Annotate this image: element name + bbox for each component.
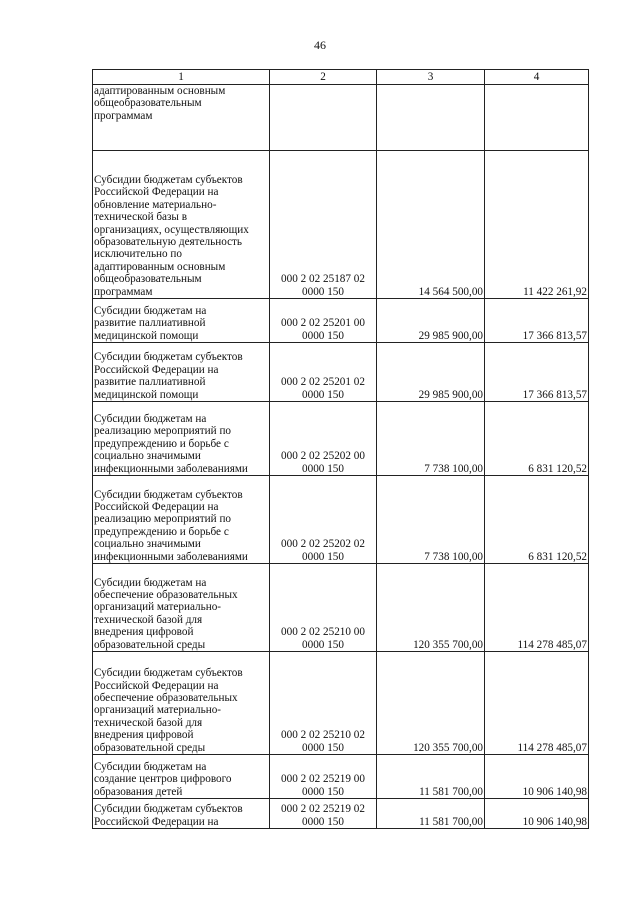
row-code-line: 0000 150 <box>302 285 344 298</box>
row-value-col3: 14 564 500,00 <box>377 151 485 299</box>
row-value-col4: 10 906 140,98 <box>485 799 589 829</box>
row-code-cell <box>270 299 377 343</box>
row-name-line: технической базой для <box>94 716 203 729</box>
row-code-line: 0000 150 <box>302 815 344 828</box>
row-name-cell <box>93 151 270 299</box>
row-name-line: развитие паллиативной <box>94 376 206 389</box>
row-name-line: предупреждению и борьбе с <box>94 437 229 450</box>
table-row <box>93 343 589 402</box>
row-code-line: 000 2 02 25187 02 <box>281 273 365 286</box>
row-name-line: образовательной среды <box>94 741 206 754</box>
row-value-col4: 114 278 485,07 <box>485 652 589 755</box>
row-name-line: образовательной среды <box>94 638 206 651</box>
row-value-col3: 29 985 900,00 <box>377 343 485 402</box>
row-name-line: образования детей <box>94 785 183 798</box>
row-value-col3: 120 355 700,00 <box>377 652 485 755</box>
row-value-col4: 114 278 485,07 <box>485 564 589 652</box>
row-name-line: технической базой для <box>94 613 203 626</box>
row-name-line: организаций материально- <box>94 601 222 614</box>
row-code-cell <box>270 402 377 476</box>
row-name-line: Субсидии бюджетам субъектов <box>94 667 243 680</box>
row-name-line: инфекционными заболеваниями <box>94 462 248 475</box>
row-name-cell <box>93 476 270 564</box>
row-value-col3: 29 985 900,00 <box>377 299 485 343</box>
row-code-line: 000 2 02 25202 02 <box>281 538 365 551</box>
row-name-line: Российской Федерации на <box>94 679 219 692</box>
row-name-line: социально значимыми <box>94 450 201 463</box>
row-code-cell <box>270 85 377 151</box>
row-name-line: общеобразовательным <box>94 273 202 286</box>
row-name-line: Российской Федерации на <box>94 500 219 513</box>
row-code-cell <box>270 151 377 299</box>
row-name-line: реализацию мероприятий по <box>94 513 232 526</box>
row-value-col4: 6 831 120,52 <box>485 476 589 564</box>
row-code-line: 0000 150 <box>302 785 344 798</box>
row-name-cell <box>93 652 270 755</box>
row-name-line: предупреждению и борьбе с <box>94 525 229 538</box>
table-row <box>93 564 589 652</box>
table-row <box>93 476 589 564</box>
row-code-line: 000 2 02 25202 00 <box>281 450 365 463</box>
row-code-line: 000 2 02 25210 02 <box>281 729 365 742</box>
row-value-col3: 7 738 100,00 <box>377 476 485 564</box>
row-code-line: 0000 150 <box>302 550 344 563</box>
row-code-line: 0000 150 <box>302 638 344 651</box>
row-name-line: образовательную деятельность <box>94 235 243 248</box>
row-name-line: создание центров цифрового <box>94 773 232 786</box>
table-header-row <box>93 70 589 85</box>
row-name-line: Субсидии бюджетам субъектов <box>94 351 243 364</box>
column-header-1: 1 <box>93 70 270 85</box>
row-value-col3 <box>377 85 485 151</box>
row-value-col4: 11 422 261,92 <box>485 151 589 299</box>
row-name-cell <box>93 85 270 151</box>
row-name-line: Субсидии бюджетам субъектов <box>94 173 243 186</box>
row-name-cell <box>93 299 270 343</box>
row-name-line: инфекционными заболеваниями <box>94 550 248 563</box>
row-value-col4: 17 366 813,57 <box>485 299 589 343</box>
row-name-line: Субсидии бюджетам субъектов <box>94 803 243 816</box>
row-name-line: обеспечение образовательных <box>94 588 238 601</box>
row-code-cell <box>270 476 377 564</box>
row-name-line: реализацию мероприятий по <box>94 425 232 438</box>
row-code-cell <box>270 564 377 652</box>
row-code-line: 0000 150 <box>302 388 344 401</box>
row-name-line: Субсидии бюджетам на <box>94 412 207 425</box>
row-code-cell <box>270 799 377 829</box>
row-name-line: медицинской помощи <box>94 329 199 342</box>
row-value-col3: 7 738 100,00 <box>377 402 485 476</box>
table-row <box>93 402 589 476</box>
column-header-3: 3 <box>377 70 485 85</box>
row-code-line: 000 2 02 25219 00 <box>281 773 365 786</box>
row-name-line: Субсидии бюджетам на <box>94 304 207 317</box>
row-code-line: 0000 150 <box>302 462 344 475</box>
table-row <box>93 652 589 755</box>
row-code-cell <box>270 755 377 799</box>
table-row <box>93 755 589 799</box>
column-header-4: 4 <box>485 70 589 85</box>
table-row <box>93 299 589 343</box>
row-name-line: обновление материально- <box>94 198 217 211</box>
budget-table <box>92 69 589 829</box>
table-row <box>93 151 589 299</box>
row-name-line: организациях, осуществляющих <box>94 223 249 236</box>
row-code-line: 0000 150 <box>302 741 344 754</box>
row-name-line: исключительно по <box>94 248 183 261</box>
row-name-line: внедрения цифровой <box>94 729 194 742</box>
row-name-line: Российской Федерации на <box>94 815 219 828</box>
row-name-line: развитие паллиативной <box>94 317 206 330</box>
row-name-line: Российской Федерации на <box>94 186 219 199</box>
row-value-col3: 11 581 700,00 <box>377 755 485 799</box>
page-number: 46 <box>314 38 326 52</box>
row-code-line: 000 2 02 25201 02 <box>281 376 365 389</box>
row-name-line: Российской Федерации на <box>94 363 219 376</box>
row-name-line: Субсидии бюджетам на <box>94 760 207 773</box>
row-code-line: 000 2 02 25210 00 <box>281 626 365 639</box>
table-row <box>93 85 589 151</box>
row-code-line: 000 2 02 25201 00 <box>281 317 365 330</box>
row-name-line: технической базы в <box>94 211 188 224</box>
row-code-cell <box>270 652 377 755</box>
table-row <box>93 799 589 829</box>
row-name-line: программам <box>94 285 153 298</box>
row-name-cell <box>93 343 270 402</box>
row-name-line: медицинской помощи <box>94 388 199 401</box>
row-name-line: социально значимыми <box>94 538 201 551</box>
column-header-2: 2 <box>270 70 377 85</box>
row-name-line: Субсидии бюджетам на <box>94 576 207 589</box>
row-name-line: адаптированным основным <box>94 85 226 97</box>
row-value-col3: 120 355 700,00 <box>377 564 485 652</box>
row-name-cell <box>93 564 270 652</box>
row-value-col4: 6 831 120,52 <box>485 402 589 476</box>
row-name-line: организаций материально- <box>94 704 222 717</box>
table-body <box>93 85 589 829</box>
row-name-line: адаптированным основным <box>94 260 226 273</box>
row-value-col4: 10 906 140,98 <box>485 755 589 799</box>
row-value-col3: 11 581 700,00 <box>377 799 485 829</box>
row-name-cell <box>93 755 270 799</box>
row-name-line: обеспечение образовательных <box>94 691 238 704</box>
row-code-cell <box>270 343 377 402</box>
row-name-cell <box>93 402 270 476</box>
row-code-line: 0000 150 <box>302 329 344 342</box>
row-name-line: программам <box>94 109 153 122</box>
row-name-line: внедрения цифровой <box>94 626 194 639</box>
row-value-col4: 17 366 813,57 <box>485 343 589 402</box>
row-code-line: 000 2 02 25219 02 <box>281 803 365 816</box>
row-name-line: Субсидии бюджетам субъектов <box>94 488 243 501</box>
row-name-cell <box>93 799 270 829</box>
row-value-col4 <box>485 85 589 151</box>
row-name-line: общеобразовательным <box>94 97 202 110</box>
